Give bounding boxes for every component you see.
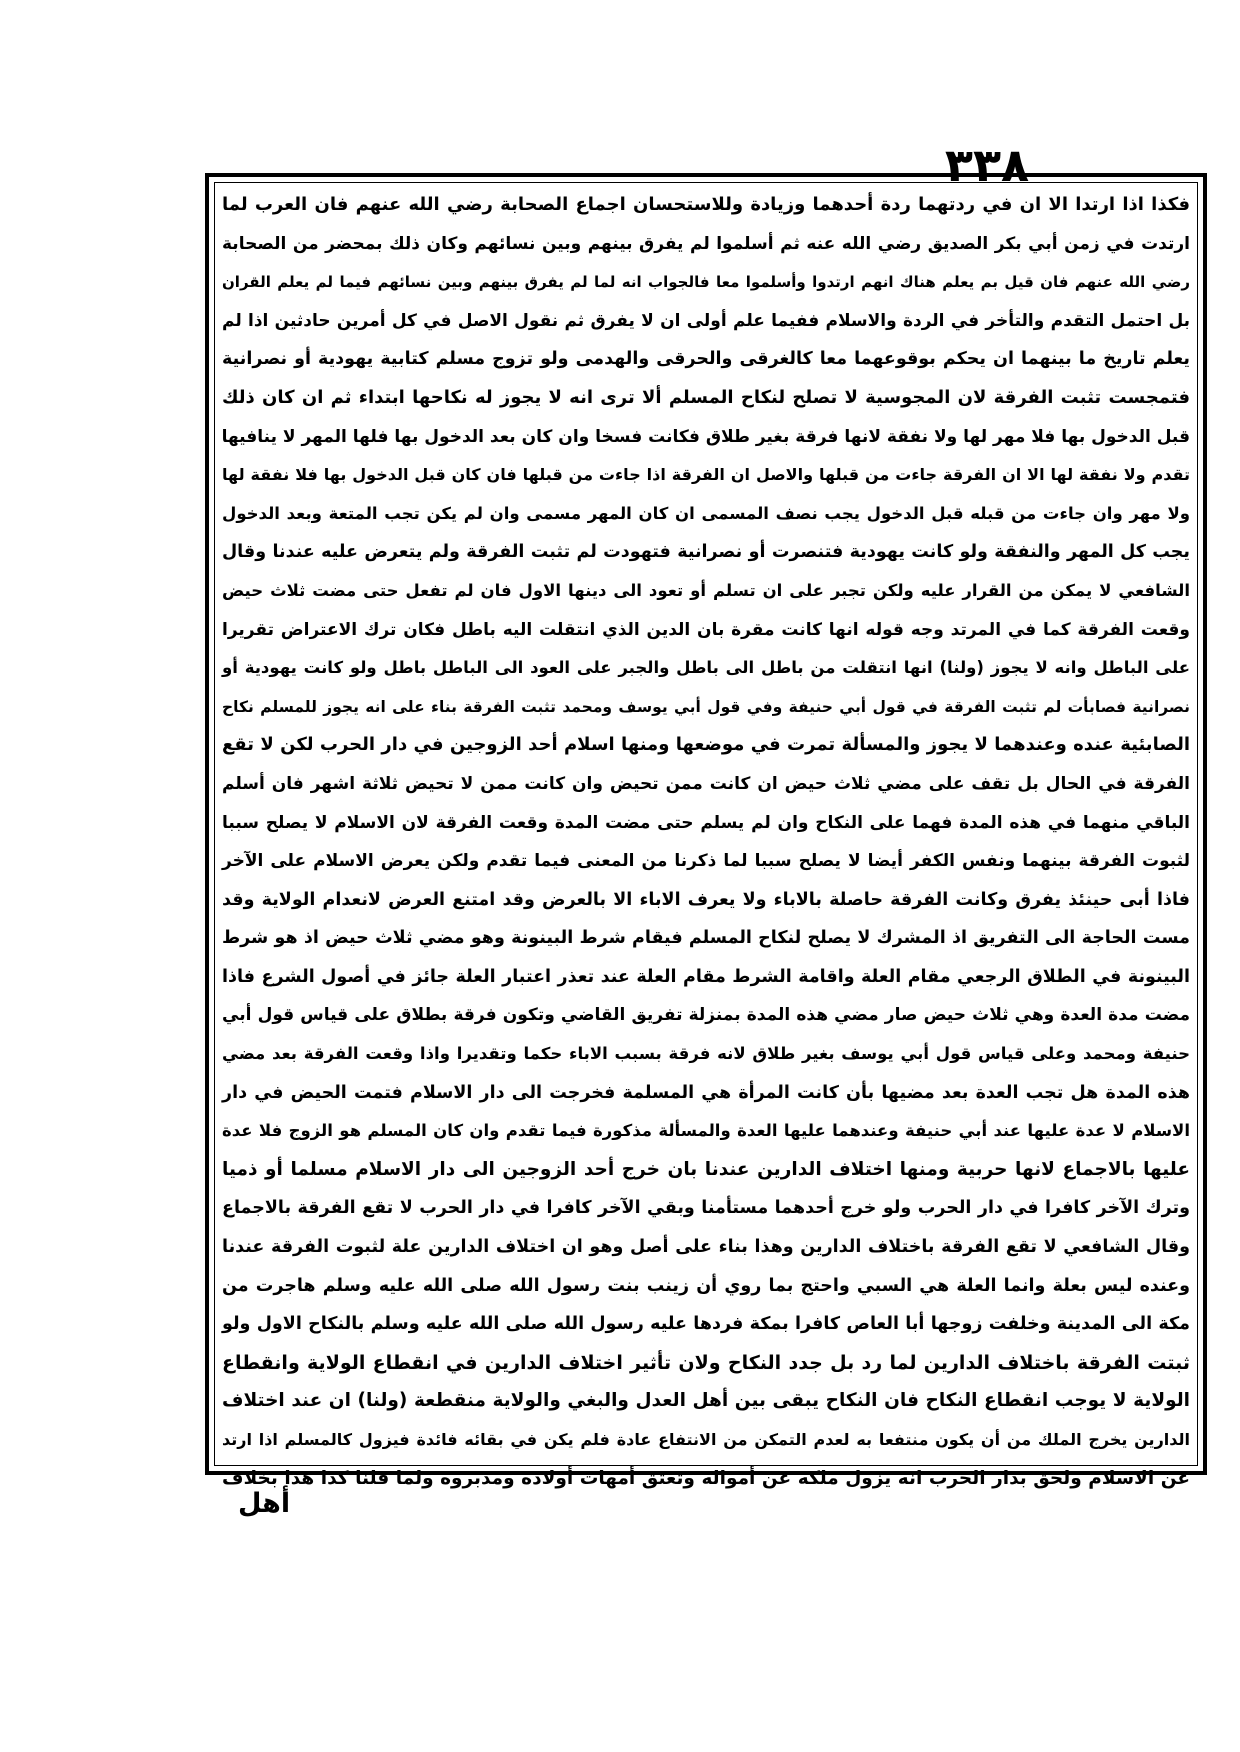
text-line: لثبوت الفرقة بينهما ونفس الكفر أيضا لا يصلح سببا لما ذكرنا من المعنى فيما تقدم ولكن يعرض الاسلام على الآخر [222, 851, 1190, 872]
text-line: على الباطل وانه لا يجوز (ولنا) انها انتقلت من باطل الى باطل والجبر على العود الى الباطل باطل ولو كانت يهودية أو [222, 658, 1190, 678]
text-line: يجب كل المهر والنفقة ولو كانت يهودية فتنصرت أو نصرانية فتهودت لم تثبت الفرقة ولم يتعرض عليه عندنا وقال [222, 542, 1190, 563]
text-line: ولا مهر وان جاءت من قبله قبل الدخول يجب نصف المسمى ان كان المهر مسمى وان لم يكن تجب المتعة وبعد الدخول [222, 503, 1190, 523]
text-line: فكذا اذا ارتدا الا ان في ردتهما ردة أحدهما وزيادة وللاستحسان اجماع الصحابة رضي الله عنهم فان العرب لما [222, 194, 1190, 215]
text-line: حنيفة ومحمد وعلى قياس قول أبي يوسف بغير طلاق لانه فرقة بسبب الاباء حكما وتقديرا واذا وقعت الفرقة بعد مضي [222, 1044, 1190, 1064]
text-line: تقدم ولا نفقة لها الا ان الفرقة جاءت من قبلها والاصل ان الفرقة اذا جاءت من قبلها فان كان قبل الدخول بها فلا نفقة لها [222, 465, 1190, 485]
page-number: ٣٣٨ [944, 138, 1030, 192]
text-line: الشافعي لا يمكن من القرار عليه ولكن تجبر على ان تسلم أو تعود الى دينها الاول فان لم تفعل حتى مضت ثلاث حيض [222, 580, 1190, 600]
text-line: مست الحاجة الى التفريق اذ المشرك لا يصلح لنكاح المسلم فيقام شرط البينونة وهو مضي ثلاث حيض اذ هو شرط [222, 928, 1190, 949]
text-line: الصابئية عنده وعندهما لا يجوز والمسألة تمرت في موضعها ومنها اسلام أحد الزوجين في دار الحرب لكن لا تقع [222, 734, 1190, 756]
text-line: الدارين يخرج الملك من أن يكون منتفعا به لعدم التمكن من الانتفاع عادة فلم يكن في بقائه فائدة فيزول كالمسلم اذا ارتد [222, 1430, 1190, 1449]
text-line: نصرانية فصابأت لم تثبت الفرقة في قول أبي حنيفة وفي قول أبي يوسف ومحمد تثبت الفرقة بناء على انه يجوز للمسلم نكاح [222, 697, 1190, 716]
text-line: الفرقة في الحال بل تقف على مضي ثلاث حيض ان كانت ممن تحيض وان كانت ممن لا تحيض ثلاثة اشهر فان أسلم [222, 773, 1190, 794]
catchword: أهل [238, 1488, 291, 1519]
main-text-block [221, 186, 1190, 1489]
text-line: قبل الدخول بها فلا مهر لها ولا نفقة لانها فرقة بغير طلاق فكانت فسخا وان كان بعد الدخول بها فلها المهر لا ينافيها [221, 426, 1190, 447]
text-line: مكة الى المدينة وخلفت زوجها أبا العاص كافرا بمكة فردها عليه رسول الله صلى الله عليه وسلم بالنكاح الاول ولو [222, 1314, 1190, 1335]
text-line: الاسلام لا عدة عليها عند أبي حنيفة وعندهما عليها العدة والمسألة مذكورة فيما تقدم وان كان المسلم هو الزوج فلا عدة [222, 1121, 1190, 1141]
text-line: عليها بالاجماع لانها حربية ومنها اختلاف الدارين عندنا بان خرج أحد الزوجين الى دار الاسلام مسلما أو ذميا [222, 1158, 1190, 1180]
text-line: هذه المدة هل تجب العدة بعد مضيها بأن كانت المرأة هي المسلمة فخرجت الى دار الاسلام فتمت الحيض في دار [222, 1082, 1190, 1103]
text-line: فاذا أبى حينئذ يفرق وكانت الفرقة حاصلة بالاباء ولا يعرف الاباء الا بالعرض وقد امتنع العرض لانعدام الولاية وقد [222, 889, 1190, 910]
text-line: رضي الله عنهم فان قيل بم يعلم هناك انهم ارتدوا وأسلموا معا فالجواب انه لما لم يفرق بينهم وبين نسائهم فيما لم يعلم القران [222, 273, 1190, 292]
text-line: وترك الآخر كافرا في دار الحرب ولو خرج أحدهما مستأمنا وبقي الآخر كافرا في دار الحرب لا تقع الفرقة بالاجماع [222, 1198, 1190, 1219]
text-line: فتمجست تثبت الفرقة لان المجوسية لا تصلح لنكاح المسلم ألا ترى انه لا يجوز له نكاحها ابتداء ثم ان كان ذلك [222, 386, 1190, 408]
text-line: وقال الشافعي لا تقع الفرقة باختلاف الدارين وهذا بناء على أصل وهو ان اختلاف الدارين علة لثبوت الفرقة عندنا [222, 1237, 1190, 1258]
text-line: وقعت الفرقة كما في المرتد وجه قوله انها كانت مقرة بان الدين الذي انتقلت اليه باطل فكان ترك الاعتراض تقريرا [222, 619, 1190, 640]
text-line: ارتدت في زمن أبي بكر الصديق رضي الله عنه ثم أسلموا لم يفرق بينهم وبين نسائهم وكان ذلك بمحضر من الصحابة [222, 233, 1190, 254]
text-line: الباقي منهما في هذه المدة فهما على النكاح وان لم يسلم حتى مضت المدة وقعت الفرقة لان الاسلام لا يصلح سببا [222, 812, 1190, 833]
text-line: بل احتمل التقدم والتأخر في الردة والاسلام ففيما علم أولى ان لا يفرق ثم نقول الاصل في كل أمرين حادثين اذا لم [222, 310, 1190, 331]
text-line: عن الاسلام ولحق بدار الحرب انه يزول ملكه عن أمواله وتعتق أمهات أولاده ومدبروه ولما قلنا كذا هذا بخلاف [222, 1467, 1190, 1489]
text-line: ثبتت الفرقة باختلاف الدارين لما رد بل جدد النكاح ولان تأثير اختلاف الدارين في انقطاع الولاية وانقطاع [222, 1351, 1190, 1374]
text-line: مضت مدة العدة وهي ثلاث حيض صار مضي هذه المدة بمنزلة تفريق القاضي وتكون فرقة بطلاق على قياس قول أبي [222, 1005, 1190, 1026]
text-line: البينونة في الطلاق الرجعي مقام العلة واقامة الشرط مقام العلة عند تعذر اعتبار العلة جائز في أصول الشرع فاذا [222, 966, 1190, 987]
text-line: يعلم تاريخ ما بينهما ان يحكم بوقوعهما معا كالغرقى والحرقى والهدمى ولو تزوج مسلم كتابية يهودية أو نصرانية [222, 349, 1190, 370]
text-line: الولاية لا يوجب انقطاع النكاح فان النكاح يبقى بين أهل العدل والبغي والولاية منقطعة (ولنا) ان عند اختلاف [222, 1390, 1190, 1412]
text-line: وعنده ليس بعلة وانما العلة هي السبي واحتج بما روي أن زينب بنت رسول الله صلى الله عليه وسلم هاجرت من [222, 1275, 1190, 1296]
